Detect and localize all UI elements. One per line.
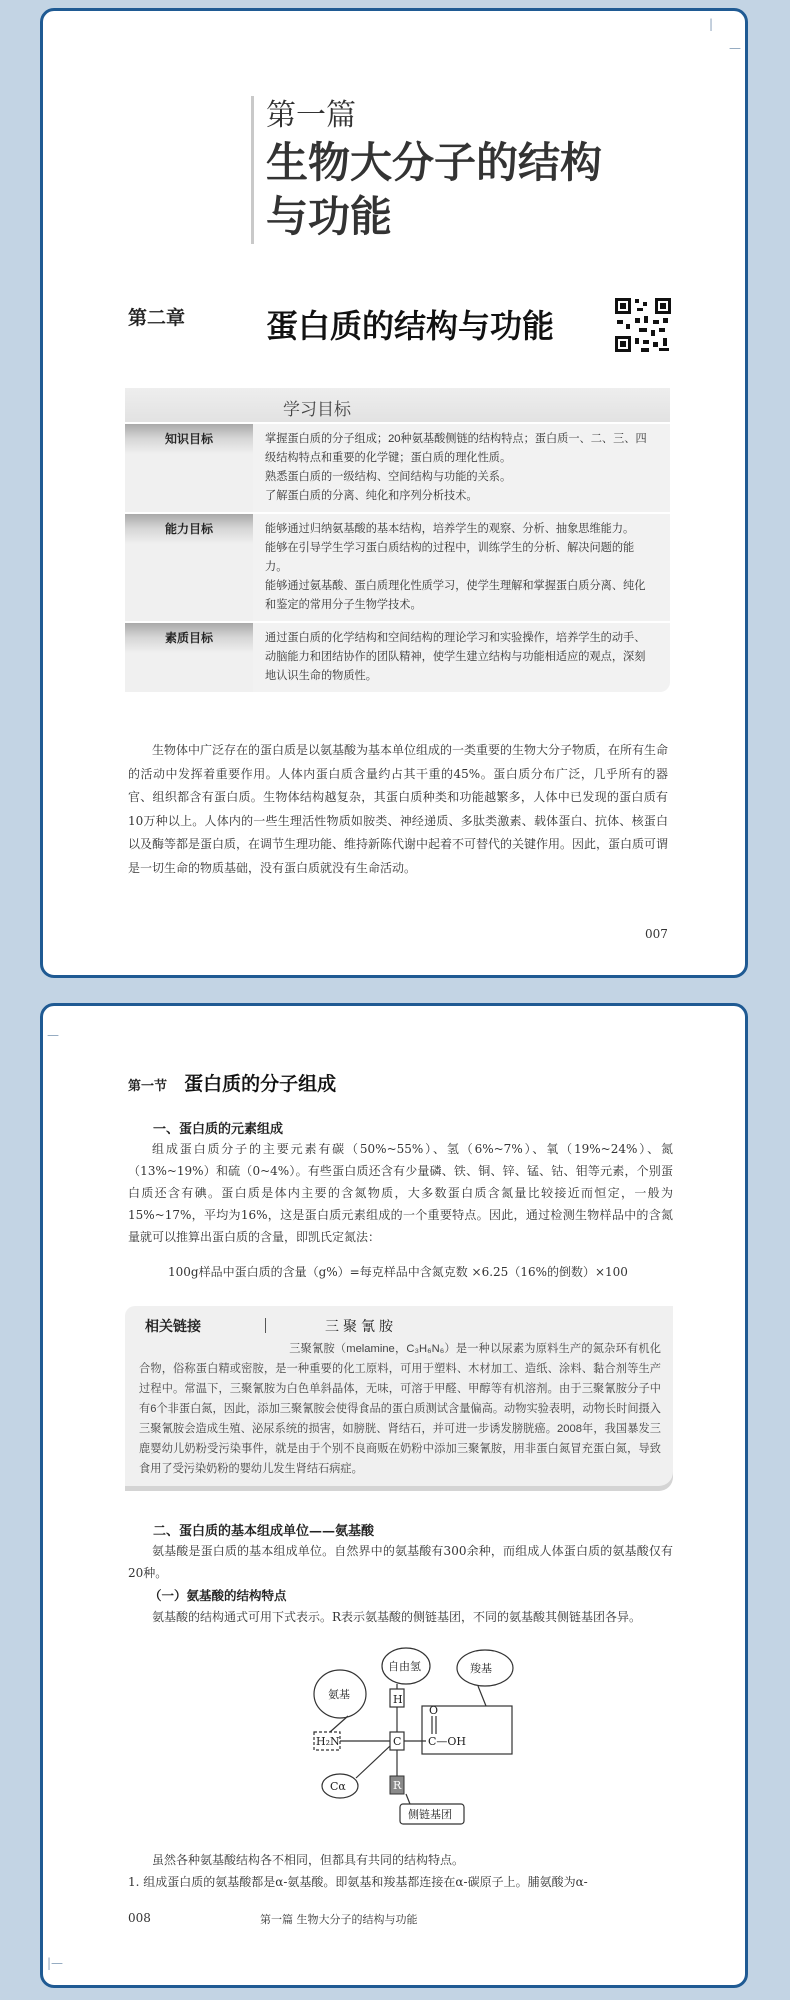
related-link-text [139,1339,661,1479]
crop-mark: |— [47,1956,64,1970]
section-heading [128,1069,336,1096]
c-label: C [393,1735,402,1748]
amino-paragraph: 氨基酸是蛋白质的基本组成单位。自然界中的氨基酸有300余种，而组成人体蛋白质的氨基酸仅有20种。 [128,1544,673,1580]
objective-row-ability [125,512,670,621]
related-link-body: 三聚氰胺（melamine，C₃H₆N₆）是一种以尿素为原料生产的氮杂环有机化合物，俗称蛋白精或密胺，是一种重要的化工原料，可用于塑料、木材加工、造纸、涂料、黏合剂等生产过程中。常温下，三聚氰胺为白色单斜晶体，无味，可溶于甲醛、甲醇等有机溶剂。由于三聚氰胺分子中有6个非蛋白氮，因此，添加三聚氰胺会使得食品的蛋白质测试含量偏高。动物实验表明，动物长时间摄入三聚氰胺会造成生殖、泌尿系统的损害，如膀胱、肾结石，并可进一步诱发膀胱癌。2008年，我国暴发三鹿婴幼儿奶粉受污染事件，就是由于个别不良商贩在奶粉中添加三聚氰胺，用非蛋白氮冒充蛋白氮，导致食用了受污染奶粉的婴幼儿发生肾结石病症。 [139,1343,661,1475]
heading-amino-acids: 二、蛋白质的基本组成单位——氨基酸 [153,1524,375,1539]
part-heading [251,96,686,244]
calpha-label: Cα [330,1780,346,1793]
objective-line: 掌握蛋白质的分子组成；20种氨基酸侧链的结构特点；蛋白质一、二、三、四级结构特点和重要的化学键；蛋白质的理化性质。 [265,433,647,464]
common-features-paragraph: 虽然各种氨基酸结构各不相同，但都具有共同的结构特点。 [152,1853,465,1867]
formula: 100g样品中蛋白质的含量（g%）=每克样品中含氮克数 ×6.25（16%的倒数）×100 [168,1265,628,1279]
objectives-header-label: 学习目标 [283,400,351,419]
crop-mark: | [709,17,714,31]
related-link-title: 三聚氰胺 [325,1318,397,1334]
amino-acid-structure-diagram [308,1646,608,1841]
chapter-title: 蛋白质的结构与功能 [266,307,555,345]
carboxyl-label: 羧基 [470,1662,492,1675]
page-number: 007 [645,927,668,941]
o-label: O [429,1704,439,1717]
chapter-number: 第二章 [128,307,186,329]
free-h-label: 自由氢 [388,1660,421,1673]
related-link-label: 相关链接 [145,1318,201,1334]
objective-label: 知识目标 [125,424,253,512]
related-link-box [125,1306,673,1486]
objective-label: 素质目标 [125,623,253,692]
objective-row-knowledge [125,422,670,512]
point-1-paragraph: 1. 组成蛋白质的氨基酸都是α-氨基酸。即氨基和羧基都连接在α-碳原子上。脯氨酸为α- [128,1875,588,1889]
objective-content [253,514,670,621]
objective-line: 能够通过归纳氨基酸的基本结构，培养学生的观察、分析、抽象思维能力。 [265,523,635,535]
amino-label: 氨基 [328,1688,350,1701]
objective-line: 能够在引导学生学习蛋白质结构的过程中，训练学生的分析、解决问题的能力。 [265,542,635,573]
objective-line: 了解蛋白质的分离、纯化和序列分析技术。 [265,490,478,502]
h-label: H [393,1693,403,1706]
heading-structure: （一）氨基酸的结构特点 [149,1588,287,1603]
part-title-line-1: 生物大分子的结构 [266,138,603,187]
section-number: 第一节 [128,1079,168,1094]
intro-paragraph: 生物体中广泛存在的蛋白质是以氨基酸为基本单位组成的一类重要的生物大分子物质，在所有生命的活动中发挥着重要作用。人体内蛋白质含量约占其干重的45%。蛋白质分布广泛，几乎所有的器官、组织都含有蛋白质。生物体结构越复杂，其蛋白质种类和功能越繁多，人体中已发现的蛋白质有10万种以上。人体内的一些生理活性物质如胺类、神经递质、多肽类激素、载体蛋白、抗体、核蛋白以及酶等都是蛋白质，在调节生理功能、维持新陈代谢中起着不可替代的关键作用。因此，蛋白质可谓是一切生命的物质基础，没有蛋白质就没有生命活动。 [128,743,669,875]
learning-objectives-table [125,388,670,692]
part-number: 第一篇 [266,98,356,133]
objective-line: 熟悉蛋白质的一级结构、空间结构与功能的关系。 [265,471,512,483]
objective-row-quality [125,621,670,692]
part-title-line-2: 与功能 [266,192,393,241]
page-007 [40,8,748,978]
cooh-label: C—OH [428,1735,467,1748]
objective-label: 能力目标 [125,514,253,621]
qr-code-icon[interactable] [613,296,673,354]
objective-content [253,623,670,692]
objective-line: 能够通过氨基酸、蛋白质理化性质学习，使学生理解和掌握蛋白质分离、纯化和鉴定的常用分子生物学技术。 [265,580,646,611]
heading-elements: 一、蛋白质的元素组成 [153,1122,284,1137]
elements-paragraph: 组成蛋白质分子的主要元素有碳（50%~55%）、氢（6%~7%）、氧（19%~24%）、氮（13%~19%）和硫（0~4%）。有些蛋白质还含有少量磷、铁、铜、锌、锰、钴、钼等元素，个别蛋白质还含有碘。蛋白质是体内主要的含氮物质，大多数蛋白质含氮量比较接近而恒定，一般为15%~17%，平均为16%，这是蛋白质元素组成的一个重要特点。因此，通过检测生物样品中的含氮量就可以推算出蛋白质的含量，即凯氏定氮法： [128,1142,673,1244]
page-008 [40,1003,748,1988]
crop-mark: — [729,41,741,55]
h2n-label: H₂N [316,1735,340,1748]
divider [265,1318,266,1333]
page-number: 008 [128,1911,151,1925]
structure-paragraph: 氨基酸的结构通式可用下式表示。R表示氨基酸的侧链基团，不同的氨基酸其侧链基团各异。 [152,1610,642,1624]
objectives-header [125,388,670,422]
objective-line: 通过蛋白质的化学结构和空间结构的理论学习和实验操作，培养学生的动手、动脑能力和团结协作的团队精神，使学生建立结构与功能相适应的观点，深刻地认识生命的物质性。 [265,632,646,682]
section-title: 蛋白质的分子组成 [184,1073,337,1095]
r-label: R [393,1779,402,1792]
objective-content [253,424,670,512]
side-chain-label: 侧链基团 [408,1808,452,1821]
running-footer: 第一篇 生物大分子的结构与功能 [260,1913,418,1926]
crop-mark: — [47,1028,59,1042]
